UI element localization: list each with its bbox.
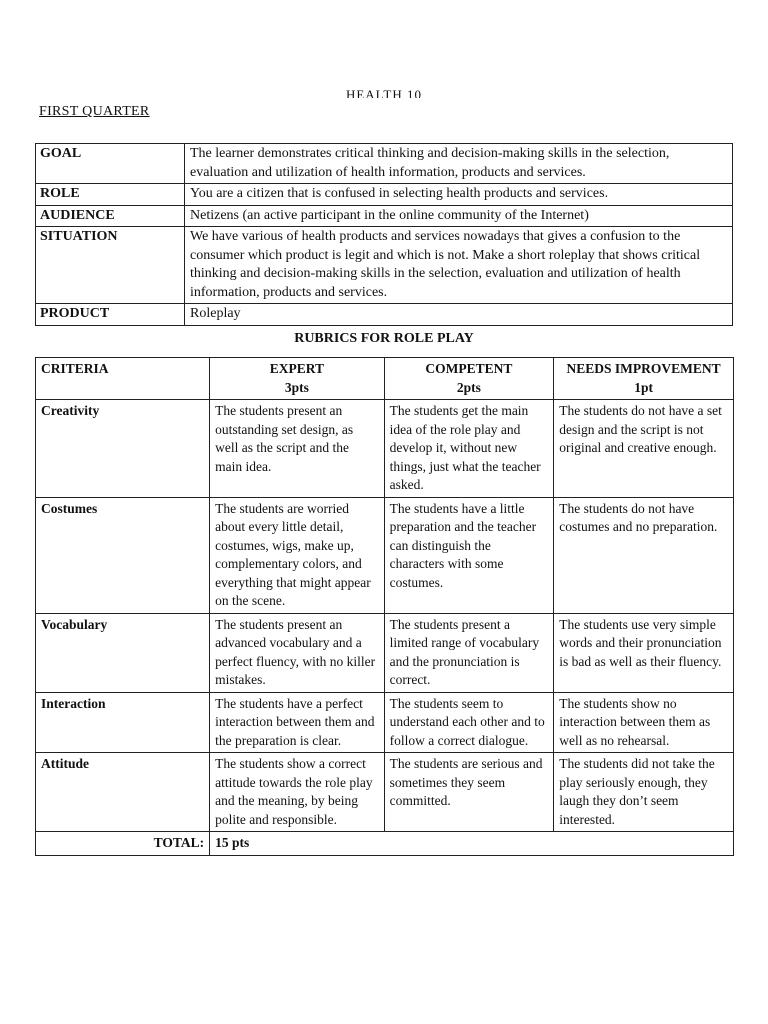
competent-cell: The students have a little preparation and the teacher can distinguish the characters with some costumes. xyxy=(384,497,554,613)
criteria-cell: Attitude xyxy=(36,753,210,832)
needs-improvement-header xyxy=(554,358,734,400)
expert-cell: The students show a correct attitude towards the role play and the meaning, by being polite and responsible. xyxy=(210,753,384,832)
expert-cell: The students are worried about every little detail, costumes, wigs, make up, complementary colors, and everything that might appear on the scene. xyxy=(210,497,384,613)
expert-label: EXPERT xyxy=(269,361,325,376)
grasps-label: AUDIENCE xyxy=(36,205,185,227)
needs-improvement-label: NEEDS IMPROVEMENT xyxy=(566,361,721,376)
grasps-row-audience xyxy=(36,205,733,227)
needs-improvement-points: 1pt xyxy=(634,379,653,395)
rubric-row-interaction xyxy=(36,692,734,753)
needs-improvement-cell: The students show no interaction between them as well as no rehearsal. xyxy=(554,692,734,753)
rubric-row-vocabulary xyxy=(36,613,734,692)
grasps-label: SITUATION xyxy=(36,227,185,304)
needs-improvement-cell: The students do not have costumes and no preparation. xyxy=(554,497,734,613)
expert-header xyxy=(210,358,384,400)
grasps-text: Netizens (an active participant in the online community of the Internet) xyxy=(185,205,733,227)
total-value: 15 pts xyxy=(210,832,734,856)
expert-cell: The students have a perfect interaction between them and the preparation is clear. xyxy=(210,692,384,753)
grasps-text: We have various of health products and services nowadays that gives a confusion to the consumer which product is legit and which is not. Make a short roleplay that shows critical thinking and decision-making skills in the selection, evaluation and utilization of health information, products and services. xyxy=(185,227,733,304)
grasps-row-situation xyxy=(36,227,733,304)
grasps-text: You are a citizen that is confused in selecting health products and services. xyxy=(185,184,733,206)
rubric-row-creativity xyxy=(36,400,734,498)
competent-cell: The students are serious and sometimes they seem committed. xyxy=(384,753,554,832)
needs-improvement-cell: The students use very simple words and their pronunciation is bad as well as their fluency. xyxy=(554,613,734,692)
competent-points: 2pts xyxy=(456,379,481,395)
rubric-table xyxy=(35,357,734,856)
expert-points: 3pts xyxy=(284,379,309,395)
criteria-cell: Interaction xyxy=(36,692,210,753)
criteria-cell: Creativity xyxy=(36,400,210,498)
grasps-text: Roleplay xyxy=(185,304,733,326)
grasps-row-role xyxy=(36,184,733,206)
competent-cell: The students present a limited range of vocabulary and the pronunciation is correct. xyxy=(384,613,554,692)
grasps-row-goal xyxy=(36,144,733,184)
criteria-header: CRITERIA xyxy=(36,358,210,400)
quarter-heading: FIRST QUARTER xyxy=(39,104,150,119)
expert-cell: The students present an advanced vocabulary and a perfect fluency, with no killer mistakes. xyxy=(210,613,384,692)
competent-cell: The students seem to understand each other and to follow a correct dialogue. xyxy=(384,692,554,753)
grasps-table xyxy=(35,143,733,326)
rubric-row-attitude xyxy=(36,753,734,832)
needs-improvement-cell: The students do not have a set design and the script is not original and creative enough. xyxy=(554,400,734,498)
expert-cell: The students present an outstanding set design, as well as the script and the main idea. xyxy=(210,400,384,498)
competent-header xyxy=(384,358,554,400)
criteria-cell: Costumes xyxy=(36,497,210,613)
page-title: HEALTH 10 xyxy=(345,87,423,98)
grasps-label: PRODUCT xyxy=(36,304,185,326)
competent-label: COMPETENT xyxy=(425,361,513,376)
grasps-row-product xyxy=(36,304,733,326)
competent-cell: The students get the main idea of the role play and develop it, without new things, just what the teacher asked. xyxy=(384,400,554,498)
grasps-text: The learner demonstrates critical thinking and decision-making skills in the selection, evaluation and utilization of health information, products and services. xyxy=(185,144,733,184)
rubric-row-costumes xyxy=(36,497,734,613)
rubric-header-row xyxy=(36,358,734,400)
total-label: TOTAL: xyxy=(36,832,210,856)
grasps-label: ROLE xyxy=(36,184,185,206)
criteria-cell: Vocabulary xyxy=(36,613,210,692)
needs-improvement-cell: The students did not take the play seriously enough, they laugh they don’t seem interested. xyxy=(554,753,734,832)
grasps-label: GOAL xyxy=(36,144,185,184)
rubric-total-row xyxy=(36,832,734,856)
rubric-title: RUBRICS FOR ROLE PLAY xyxy=(294,331,474,346)
